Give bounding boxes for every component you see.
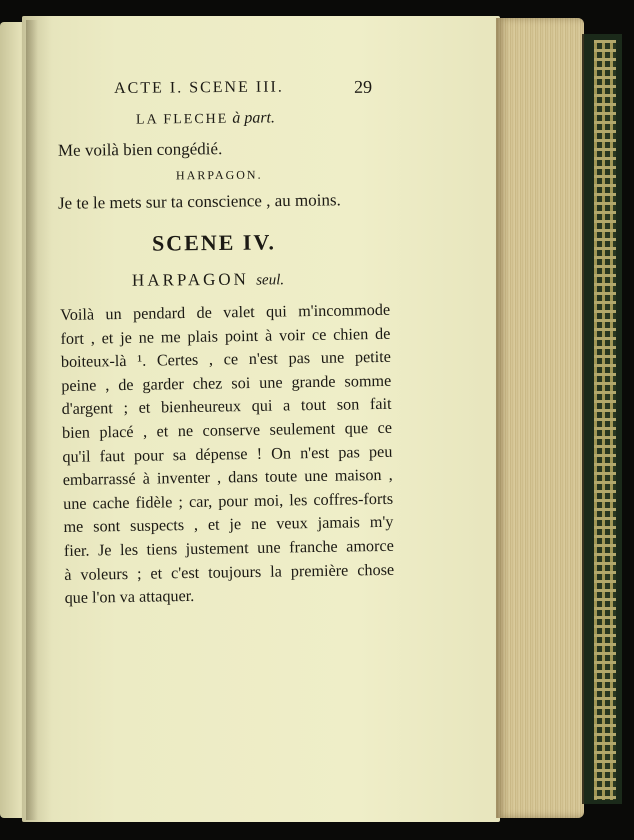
word: un: [105, 305, 122, 324]
word: peu: [368, 442, 393, 461]
word: toujours: [207, 562, 262, 582]
word: peine: [61, 376, 97, 395]
word: m'incommode: [298, 300, 391, 321]
word: première: [290, 561, 349, 580]
word: ,: [90, 329, 95, 348]
word: me: [160, 327, 181, 347]
word: voir: [278, 325, 306, 345]
word: une: [259, 373, 283, 392]
word: sa: [172, 445, 187, 464]
speaker-name: HARPAGON: [131, 269, 249, 290]
monologue-paragraph: [60, 299, 395, 611]
word: grande: [291, 372, 336, 392]
word: car,: [188, 492, 213, 511]
word: seulement: [269, 419, 336, 439]
word: ,: [216, 468, 222, 487]
word: que: [344, 419, 369, 438]
word: coffres-forts: [313, 489, 394, 509]
word: inventer: [156, 468, 211, 488]
word: pour: [133, 445, 164, 465]
word: jamais: [317, 513, 361, 533]
word: pas: [338, 442, 360, 462]
word: maison: [334, 466, 382, 485]
word: de: [196, 303, 212, 322]
word: m'y: [369, 513, 394, 532]
word: une: [304, 466, 328, 486]
running-title: ACTE I. SCENE III.: [114, 78, 284, 97]
word: fait: [369, 395, 392, 414]
word: chez: [192, 374, 223, 393]
word: cache: [92, 493, 130, 513]
word: ;: [136, 564, 142, 583]
word: franche: [288, 537, 338, 557]
word: faut: [99, 446, 125, 465]
speaker-line-la-fleche: [136, 109, 275, 128]
word: à: [264, 326, 273, 345]
word: je: [120, 328, 133, 347]
word: une: [257, 538, 281, 557]
word: à: [64, 565, 72, 584]
word: qui: [251, 397, 273, 416]
word: On: [271, 443, 292, 463]
word: veux: [276, 514, 308, 533]
word: fidèle: [135, 493, 173, 512]
word: somme: [344, 371, 392, 391]
word: qu'il: [62, 447, 91, 466]
word: justement: [185, 539, 249, 558]
word: chien: [333, 324, 369, 344]
word: tiens: [146, 540, 178, 559]
word: Je: [97, 541, 112, 560]
word: suspects: [129, 516, 185, 536]
dialogue-line: Je te le mets sur ta conscience , au moins.: [57, 190, 341, 213]
word: ce: [311, 325, 327, 344]
word: n'est: [299, 443, 330, 462]
stage-direction: seul.: [256, 272, 285, 289]
book-gutter: [26, 20, 38, 820]
word: ;: [123, 399, 129, 418]
word: amorce: [346, 536, 394, 556]
word: a: [282, 396, 291, 415]
word: et: [156, 422, 169, 441]
word: d'argent: [61, 399, 113, 419]
word: ne: [177, 421, 194, 441]
word: et: [101, 328, 114, 347]
word: les: [289, 490, 308, 510]
word: et: [150, 563, 163, 583]
word: pour: [218, 491, 249, 511]
word: dépense: [195, 444, 248, 464]
word: chose: [357, 560, 395, 579]
word: une: [320, 348, 345, 368]
word: ne: [138, 328, 155, 347]
word: ,: [388, 465, 393, 485]
word: je: [229, 515, 242, 534]
word: ne: [250, 515, 267, 534]
word: de: [118, 375, 134, 394]
word: fort: [60, 329, 85, 348]
word: embarrassé: [62, 469, 136, 490]
page-block-edges: [496, 18, 584, 818]
word: ce: [377, 418, 393, 437]
word: sont: [93, 517, 121, 536]
word: c'est: [170, 563, 200, 582]
word: placé: [99, 422, 134, 442]
word: ¹.: [137, 351, 147, 370]
word: !: [256, 444, 263, 463]
word: soi: [231, 373, 251, 393]
word: la: [269, 562, 282, 581]
word: ,: [142, 422, 148, 441]
word: me: [63, 518, 84, 537]
word: bienheureux: [160, 397, 242, 417]
scene-speaker-line: [132, 269, 284, 291]
running-header: [114, 77, 454, 98]
word: tout: [300, 396, 327, 415]
word: bien: [61, 423, 91, 442]
word: boiteux-là: [60, 352, 127, 372]
word: point: [224, 326, 259, 346]
word: à: [142, 469, 150, 488]
word: plais: [187, 327, 219, 346]
word: ;: [178, 492, 184, 511]
word: voleurs: [80, 564, 129, 584]
stage-direction: à part.: [232, 109, 276, 127]
word: qui: [265, 302, 287, 321]
word: pas: [288, 349, 311, 368]
word: pendard: [132, 304, 186, 323]
paragraph-line: que l'on va attaquer.: [64, 587, 195, 608]
greek-key-border: [594, 40, 616, 800]
word: toute: [264, 467, 298, 486]
word: dans: [228, 468, 258, 487]
word: de: [374, 324, 391, 343]
word: et: [138, 398, 151, 418]
word: moi,: [253, 491, 284, 510]
word: Voilà: [60, 305, 95, 324]
word: ce: [223, 350, 239, 369]
speaker-name-harpagon: HARPAGON.: [175, 167, 263, 183]
word: Certes: [156, 351, 199, 370]
word: ,: [208, 350, 214, 369]
word: ,: [105, 376, 110, 395]
word: garder: [142, 374, 184, 394]
scene-title: SCENE IV.: [151, 229, 277, 256]
word: petite: [354, 347, 392, 367]
page-number: 29: [353, 76, 373, 97]
word: ,: [193, 516, 199, 535]
word: et: [207, 515, 220, 535]
word: son: [336, 395, 360, 415]
word: n'est: [248, 349, 278, 369]
dialogue-line: Me voilà bien congédié.: [57, 139, 223, 160]
word: conserve: [202, 420, 261, 440]
word: une: [62, 494, 87, 513]
word: valet: [223, 302, 255, 322]
word: fier.: [63, 541, 90, 560]
speaker-name: LA FLECHE: [135, 111, 229, 128]
word: les: [119, 540, 139, 560]
